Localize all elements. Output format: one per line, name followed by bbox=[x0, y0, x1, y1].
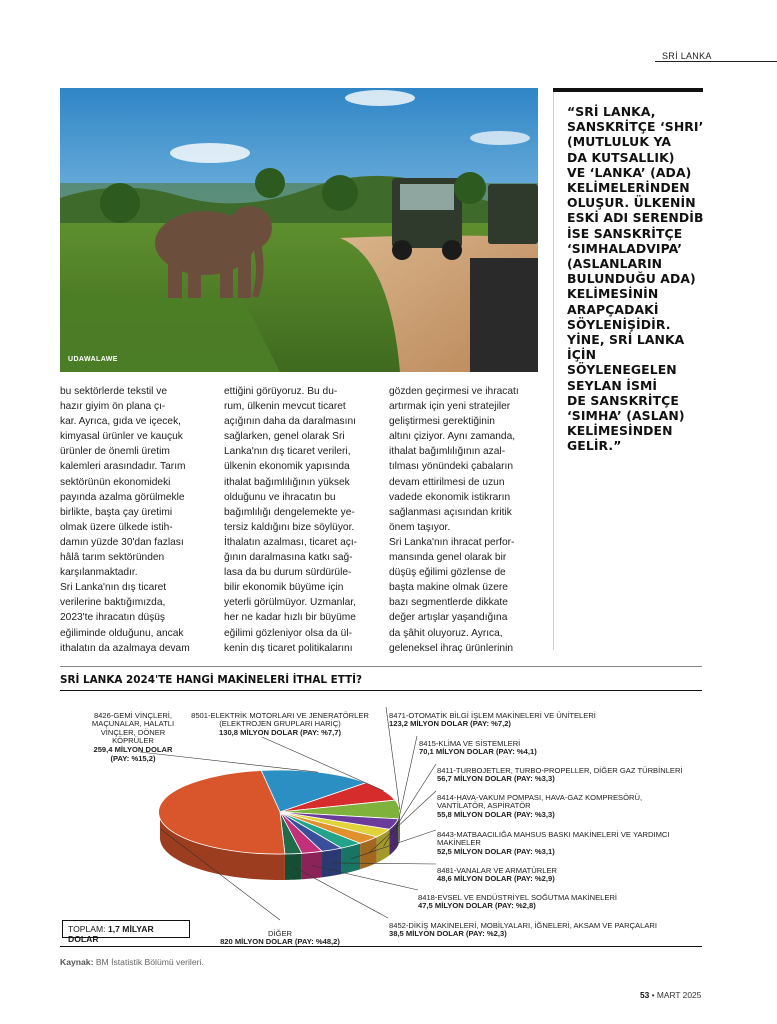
source-note bbox=[60, 957, 204, 967]
label-8411-value: 56,7 MİLYON DOLAR (PAY: %3,3) bbox=[437, 774, 555, 784]
label-diger-value: 820 MİLYON DOLAR (PAY: %48,2) bbox=[220, 937, 340, 947]
label-8501-value: 130,8 MİLYON DOLAR (PAY: %7,7) bbox=[219, 727, 341, 737]
photo-caption: UDAWALAWE bbox=[68, 356, 118, 363]
label-8443-name: 8443-MATBAACILIĞA MAHSUS BASKI MAKİNELERİ VE YARDIMCI MAKİNELER bbox=[437, 829, 670, 848]
label-8452-name: 8452-DİKİŞ MAKİNELERİ, MOBİLYALARI, İĞNELERİ, AKSAM VE PARÇALARI bbox=[389, 920, 657, 930]
leader-line-9 bbox=[293, 867, 388, 918]
label-8471-name: 8471-OTOMATİK BİLGİ İŞLEM MAKİNELERİ VE ÜNİTELERİ bbox=[389, 710, 596, 720]
label-8418-name: 8418-EVSEL VE ENDÜSTRİYEL SOĞUTMA MAKİNELERİ bbox=[418, 892, 618, 902]
total-value: 1,7 MİLYAR DOLAR bbox=[68, 924, 154, 944]
body-column-2: ettiğini görüyoruz. Bu du- rum, ülkenin mevcut ticaret açığının daha da daralmasını sağlarken, genel olarak Sri Lanka'nın dış ticaret verileri, ülkenin ekonomik yapısında ithalat bağımlılığının yüksek olduğunu ve ihracatın bu bağımlılığı dengelemekte ye- tersiz kaldığını bize söylüyor. İthalatın azalması, ticaret açı- ğının daralmasına katkı sağ- lasa da bu durum sürdürüle- bilir ekonomik büyüme için yeterli görülmüyor. Uzmanlar, her ne kadar hızlı bir büyüme eğilimi gözleniyor olsa da ül- kenin dış ticaret politikalarını bbox=[224, 386, 358, 654]
source-label: Kaynak: bbox=[60, 957, 94, 967]
label-8415-name: 8415-KLİMA VE SİSTEMLERİ bbox=[419, 738, 521, 748]
total-label: TOPLAM: bbox=[68, 924, 106, 934]
chart-bottom-rule bbox=[60, 946, 702, 947]
issue-date: MART 2025 bbox=[656, 990, 702, 1000]
footer-separator: • bbox=[651, 990, 655, 1000]
section-label: SRİ LANKA bbox=[662, 51, 712, 61]
leader-line-8 bbox=[312, 866, 418, 891]
pie-slice-side-8 bbox=[302, 851, 322, 879]
label-8452-value: 38,5 MİLYON DOLAR (PAY: %2,3) bbox=[389, 929, 507, 939]
pull-quote-text: “SRİ LANKA, SANSKRİTÇE ‘SHRI’ (MUTLULUK YA DA KUTSALLIK) VE ‘LANKA’ (ADA) KELİMELERİNDEN OLUŞUR. ÜLKENİN ESKİ ADI SERENDİB İSE SANSKRİTÇE ‘SIMHALADVIPA’ (ASLANLARIN BULUNDUĞU ADA) KELİMESİNİN ARAPÇADAKİ SÖYLENİŞİDİR. YİNE, SRİ LANKA İÇİN SÖYLENEGELEN SEYLAN İSMİ DE SANSKRİTÇE ‘SIMHA’ (ASLAN) KELİMESİNDEN GELİR.” bbox=[567, 104, 704, 454]
label-8501 bbox=[182, 703, 378, 746]
label-8501-name: 8501-ELEKTRİK MOTORLARI VE JENERATÖRLER (ELEKTROJEN GRUPLARI HARİÇ) bbox=[191, 710, 369, 729]
pie-slice-side-6 bbox=[341, 843, 360, 874]
label-8426-name: 8426-GEMİ VİNÇLERİ, MAÇUNALAR, HALATLI VİNÇLER, DÖNER KÖPRÜLER bbox=[91, 710, 175, 746]
label-8414-name: 8414-HAVA-VAKUM POMPASI, HAVA-GAZ KOMPRESÖRÜ, VANTİLATÖR, ASPİRATÖR bbox=[437, 792, 643, 811]
total-box bbox=[62, 920, 190, 944]
leader-line-3 bbox=[395, 736, 417, 837]
label-8415-value: 70,1 MİLYON DOLAR (PAY: %4,1) bbox=[419, 747, 537, 757]
label-8452 bbox=[389, 913, 701, 947]
label-8411-name: 8411-TURBOJETLER, TURBO-PROPELLER, DİĞER GAZ TÜRBİNLERİ bbox=[437, 765, 683, 775]
pie-slice-side-9 bbox=[285, 853, 302, 880]
page-number: 53 bbox=[640, 990, 650, 1000]
chart-title: SRİ LANKA 2024'TE HANGİ MAKİNELERİ İTHAL ETTİ? bbox=[60, 674, 363, 686]
label-8426-value: 259,4 MİLYON DOLAR (PAY: %15,2) bbox=[93, 744, 173, 763]
label-8471-value: 123,2 MİLYON DOLAR (PAY: %7,2) bbox=[389, 719, 511, 729]
source-text: BM İstatistik Bölümü verileri. bbox=[95, 957, 204, 967]
page-footer bbox=[640, 990, 701, 1000]
label-8443-value: 52,5 MİLYON DOLAR (PAY: %3,1) bbox=[437, 846, 555, 856]
body-column-1: bu sektörlerde tekstil ve hazır giyim ön plana çı- kar. Ayrıca, gıda ve içecek, kimyasal ürünler ve kauçuk ürünler de önemli üretim kalemleri arasındadır. Tarım sektörünün ekonomideki payında azalma görülmekle birlikte, başta çay üretimi olmak üzere ülkede istih- damın yüzde 30'dan fazlası hâlâ tarım sektöründen karşılanmaktadır. Sri Lanka'nın dış ticaret verilerine baktığımızda, 2023'te ihracatın düşüş eğiliminde olduğunu, ancak ithalatın da azalmaya devam bbox=[60, 386, 190, 654]
label-8481-name: 8481-VANALAR VE ARMATÜRLER bbox=[437, 865, 557, 875]
label-8414-value: 55,8 MİLYON DOLAR (PAY: %3,3) bbox=[437, 809, 555, 819]
label-diger bbox=[205, 921, 355, 955]
label-diger-name: DİĞER bbox=[267, 928, 293, 938]
label-8481-value: 48,6 MİLYON DOLAR (PAY: %2,9) bbox=[437, 874, 555, 884]
label-8418-value: 47,5 MİLYON DOLAR (PAY: %2,8) bbox=[418, 901, 536, 911]
body-column-3: gözden geçirmesi ve ihracatı artırmak için yeni stratejiler geliştirmesi gerektiğinin altını çiziyor. Aynı zamanda, ithalat bağımlılığının azal- tılması yönündeki çabaların devam ettirilmesi de uzun vadede ekonomik istikrarın sağlanması açısından kritik önem taşıyor. Sri Lanka'nın ihracat perfor- mansında genel olarak bir düşüş eğilimi gözlense de başta makine olmak üzere bazı segmentlerde dikkate değer artışlar yaşandığına da şâhit oluyoruz. Ayrıca, geleneksel ihraç ürünlerinin bbox=[389, 386, 519, 654]
